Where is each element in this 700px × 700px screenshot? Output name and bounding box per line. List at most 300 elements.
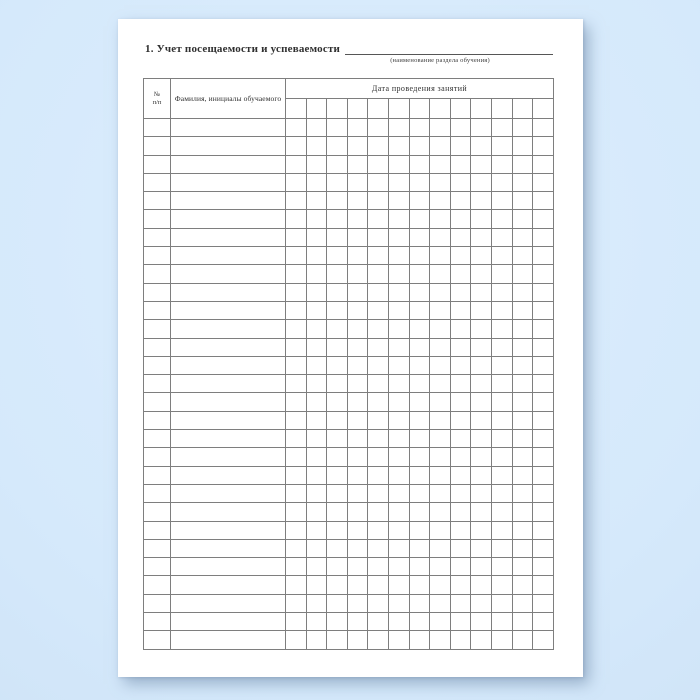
grid-cell: [389, 613, 410, 631]
grid-cell: [450, 539, 471, 557]
table-row: [144, 466, 554, 484]
table-row: [144, 356, 554, 374]
grid-cell: [286, 356, 307, 374]
grid-cell: [286, 558, 307, 576]
grid-cell: [389, 411, 410, 429]
grid-cell: [512, 247, 533, 265]
grid-cell: [450, 137, 471, 155]
grid-cell: [533, 503, 554, 521]
grid-cell: [306, 393, 327, 411]
fill-in-blank-line: [345, 43, 553, 55]
grid-cell: [430, 228, 451, 246]
grid-cell: [512, 466, 533, 484]
grid-cell: [471, 448, 492, 466]
grid-cell: [492, 393, 513, 411]
grid-cell: [389, 393, 410, 411]
grid-cell: [430, 484, 451, 502]
grid-cell: [409, 265, 430, 283]
grid-cell: [450, 338, 471, 356]
name-cell: [171, 283, 286, 301]
date-header-cell: [368, 99, 389, 119]
date-header-cell: [409, 99, 430, 119]
grid-cell: [533, 247, 554, 265]
grid-cell: [492, 466, 513, 484]
grid-cell: [327, 393, 348, 411]
dates-group-header: Дата проведения занятий: [286, 79, 554, 99]
grid-cell: [286, 411, 307, 429]
grid-cell: [368, 558, 389, 576]
name-cell: [171, 503, 286, 521]
number-column-header: [144, 79, 171, 119]
grid-cell: [286, 393, 307, 411]
grid-cell: [450, 484, 471, 502]
grid-cell: [430, 558, 451, 576]
grid-cell: [306, 613, 327, 631]
name-cell: [171, 594, 286, 612]
table-row: [144, 521, 554, 539]
grid-cell: [286, 192, 307, 210]
grid-cell: [368, 265, 389, 283]
grid-cell: [492, 119, 513, 137]
grid-cell: [471, 265, 492, 283]
grid-cell: [512, 613, 533, 631]
grid-cell: [533, 301, 554, 319]
name-cell: [171, 375, 286, 393]
grid-cell: [347, 375, 368, 393]
grid-cell: [533, 558, 554, 576]
grid-cell: [430, 192, 451, 210]
table-row: [144, 137, 554, 155]
grid-cell: [430, 539, 451, 557]
number-cell: [144, 192, 171, 210]
grid-cell: [533, 613, 554, 631]
grid-cell: [306, 576, 327, 594]
grid-cell: [389, 558, 410, 576]
grid-cell: [409, 320, 430, 338]
attendance-table: [143, 78, 554, 650]
grid-cell: [430, 210, 451, 228]
grid-cell: [409, 539, 430, 557]
grid-cell: [450, 466, 471, 484]
grid-cell: [471, 539, 492, 557]
grid-cell: [430, 265, 451, 283]
grid-cell: [512, 375, 533, 393]
grid-cell: [492, 613, 513, 631]
table-row: [144, 558, 554, 576]
grid-cell: [430, 283, 451, 301]
grid-cell: [368, 137, 389, 155]
table-row: [144, 301, 554, 319]
grid-cell: [347, 411, 368, 429]
grid-cell: [286, 375, 307, 393]
grid-cell: [409, 631, 430, 649]
date-header-cell: [306, 99, 327, 119]
grid-cell: [409, 210, 430, 228]
date-header-cell: [286, 99, 307, 119]
table-row: [144, 539, 554, 557]
grid-cell: [430, 356, 451, 374]
paper-sheet: [118, 19, 583, 677]
grid-cell: [471, 375, 492, 393]
grid-cell: [368, 283, 389, 301]
number-cell: [144, 466, 171, 484]
grid-cell: [389, 356, 410, 374]
grid-cell: [347, 503, 368, 521]
grid-cell: [430, 466, 451, 484]
grid-cell: [430, 247, 451, 265]
grid-cell: [306, 283, 327, 301]
grid-cell: [430, 301, 451, 319]
grid-cell: [492, 503, 513, 521]
grid-cell: [471, 576, 492, 594]
grid-cell: [430, 430, 451, 448]
grid-cell: [368, 448, 389, 466]
grid-cell: [389, 466, 410, 484]
grid-cell: [409, 558, 430, 576]
grid-cell: [450, 576, 471, 594]
grid-cell: [471, 613, 492, 631]
grid-cell: [327, 137, 348, 155]
grid-cell: [347, 613, 368, 631]
grid-cell: [327, 356, 348, 374]
grid-cell: [286, 539, 307, 557]
grid-cell: [306, 320, 327, 338]
grid-cell: [409, 338, 430, 356]
grid-cell: [327, 265, 348, 283]
grid-cell: [368, 484, 389, 502]
grid-cell: [430, 375, 451, 393]
grid-cell: [347, 576, 368, 594]
grid-cell: [492, 521, 513, 539]
grid-cell: [347, 356, 368, 374]
grid-cell: [533, 539, 554, 557]
grid-cell: [409, 430, 430, 448]
grid-cell: [471, 521, 492, 539]
table-row: [144, 594, 554, 612]
name-cell: [171, 320, 286, 338]
grid-cell: [512, 137, 533, 155]
date-header-cell: [347, 99, 368, 119]
grid-cell: [389, 320, 410, 338]
grid-cell: [471, 411, 492, 429]
grid-cell: [347, 210, 368, 228]
grid-cell: [347, 228, 368, 246]
number-cell: [144, 484, 171, 502]
grid-cell: [327, 173, 348, 191]
grid-cell: [306, 247, 327, 265]
grid-cell: [368, 503, 389, 521]
grid-cell: [409, 448, 430, 466]
grid-cell: [389, 192, 410, 210]
grid-cell: [512, 393, 533, 411]
grid-cell: [306, 265, 327, 283]
grid-cell: [327, 155, 348, 173]
table-row: [144, 228, 554, 246]
grid-cell: [430, 119, 451, 137]
grid-cell: [533, 631, 554, 649]
grid-cell: [492, 137, 513, 155]
grid-cell: [327, 576, 348, 594]
grid-cell: [492, 192, 513, 210]
grid-cell: [409, 484, 430, 502]
number-cell: [144, 356, 171, 374]
grid-cell: [409, 356, 430, 374]
grid-cell: [471, 393, 492, 411]
number-cell: [144, 430, 171, 448]
table-row: [144, 119, 554, 137]
grid-cell: [450, 155, 471, 173]
number-cell: [144, 613, 171, 631]
number-cell: [144, 393, 171, 411]
name-cell: [171, 613, 286, 631]
grid-cell: [430, 521, 451, 539]
grid-cell: [471, 594, 492, 612]
grid-cell: [306, 539, 327, 557]
grid-cell: [368, 393, 389, 411]
grid-cell: [512, 338, 533, 356]
grid-cell: [533, 155, 554, 173]
grid-cell: [471, 210, 492, 228]
grid-cell: [450, 192, 471, 210]
grid-cell: [492, 283, 513, 301]
grid-cell: [389, 265, 410, 283]
grid-cell: [533, 521, 554, 539]
grid-cell: [492, 448, 513, 466]
grid-cell: [512, 320, 533, 338]
grid-cell: [306, 430, 327, 448]
grid-cell: [409, 576, 430, 594]
grid-cell: [471, 338, 492, 356]
grid-cell: [306, 375, 327, 393]
grid-cell: [327, 375, 348, 393]
grid-cell: [430, 448, 451, 466]
grid-cell: [430, 613, 451, 631]
grid-cell: [512, 356, 533, 374]
grid-cell: [512, 594, 533, 612]
date-header-cell: [533, 99, 554, 119]
number-cell: [144, 594, 171, 612]
grid-cell: [450, 631, 471, 649]
grid-cell: [327, 283, 348, 301]
table-row: [144, 503, 554, 521]
grid-cell: [347, 155, 368, 173]
grid-cell: [389, 228, 410, 246]
number-cell: [144, 119, 171, 137]
grid-cell: [512, 430, 533, 448]
grid-cell: [450, 119, 471, 137]
grid-cell: [368, 338, 389, 356]
grid-cell: [409, 247, 430, 265]
grid-cell: [430, 173, 451, 191]
grid-cell: [409, 393, 430, 411]
name-cell: [171, 356, 286, 374]
grid-cell: [286, 210, 307, 228]
number-cell: [144, 558, 171, 576]
number-cell: [144, 301, 171, 319]
grid-cell: [512, 192, 533, 210]
grid-cell: [512, 411, 533, 429]
grid-cell: [409, 137, 430, 155]
grid-cell: [471, 119, 492, 137]
grid-cell: [492, 539, 513, 557]
grid-cell: [286, 247, 307, 265]
grid-cell: [533, 283, 554, 301]
date-header-cell: [492, 99, 513, 119]
grid-cell: [368, 192, 389, 210]
grid-cell: [492, 228, 513, 246]
grid-cell: [533, 411, 554, 429]
grid-cell: [450, 356, 471, 374]
grid-cell: [492, 155, 513, 173]
grid-cell: [492, 484, 513, 502]
number-cell: [144, 173, 171, 191]
grid-cell: [286, 320, 307, 338]
grid-cell: [533, 119, 554, 137]
grid-cell: [327, 631, 348, 649]
grid-cell: [512, 576, 533, 594]
table-row: [144, 430, 554, 448]
grid-cell: [409, 119, 430, 137]
grid-cell: [389, 430, 410, 448]
number-cell: [144, 375, 171, 393]
grid-cell: [368, 320, 389, 338]
grid-cell: [286, 521, 307, 539]
grid-cell: [368, 430, 389, 448]
grid-cell: [306, 411, 327, 429]
number-cell: [144, 411, 171, 429]
date-header-cell: [430, 99, 451, 119]
grid-cell: [512, 484, 533, 502]
grid-cell: [409, 228, 430, 246]
blank-line-caption: (наименование раздела обучения): [390, 57, 490, 64]
grid-cell: [368, 356, 389, 374]
grid-cell: [471, 247, 492, 265]
grid-cell: [450, 375, 471, 393]
grid-cell: [409, 613, 430, 631]
grid-cell: [533, 210, 554, 228]
grid-cell: [368, 466, 389, 484]
grid-cell: [471, 228, 492, 246]
grid-cell: [533, 320, 554, 338]
grid-cell: [389, 338, 410, 356]
grid-cell: [533, 375, 554, 393]
grid-cell: [389, 301, 410, 319]
grid-cell: [306, 631, 327, 649]
grid-cell: [450, 265, 471, 283]
grid-cell: [409, 594, 430, 612]
grid-cell: [450, 283, 471, 301]
grid-cell: [347, 466, 368, 484]
grid-cell: [389, 173, 410, 191]
name-cell: [171, 521, 286, 539]
grid-cell: [306, 192, 327, 210]
grid-cell: [327, 466, 348, 484]
table-head: [144, 79, 554, 119]
grid-cell: [430, 411, 451, 429]
number-cell: [144, 521, 171, 539]
name-cell: [171, 393, 286, 411]
grid-cell: [347, 265, 368, 283]
grid-cell: [368, 521, 389, 539]
name-cell: [171, 173, 286, 191]
grid-cell: [492, 210, 513, 228]
grid-cell: [306, 594, 327, 612]
grid-cell: [286, 466, 307, 484]
grid-cell: [347, 283, 368, 301]
grid-cell: [430, 631, 451, 649]
name-cell: [171, 338, 286, 356]
name-cell: [171, 411, 286, 429]
grid-cell: [533, 448, 554, 466]
number-cell: [144, 539, 171, 557]
grid-cell: [327, 503, 348, 521]
grid-cell: [306, 448, 327, 466]
table-row: [144, 448, 554, 466]
grid-cell: [389, 576, 410, 594]
table-row: [144, 613, 554, 631]
grid-cell: [409, 173, 430, 191]
grid-cell: [306, 484, 327, 502]
grid-cell: [306, 521, 327, 539]
grid-cell: [492, 301, 513, 319]
grid-cell: [368, 411, 389, 429]
grid-cell: [286, 301, 307, 319]
grid-cell: [533, 393, 554, 411]
number-cell: [144, 210, 171, 228]
grid-cell: [512, 210, 533, 228]
table-body: [144, 119, 554, 650]
grid-cell: [450, 301, 471, 319]
table-row: [144, 210, 554, 228]
grid-cell: [471, 466, 492, 484]
grid-cell: [286, 430, 307, 448]
grid-cell: [450, 558, 471, 576]
grid-cell: [286, 576, 307, 594]
grid-cell: [450, 320, 471, 338]
grid-cell: [306, 119, 327, 137]
name-cell: [171, 119, 286, 137]
grid-cell: [347, 631, 368, 649]
grid-cell: [389, 503, 410, 521]
grid-cell: [430, 576, 451, 594]
grid-cell: [368, 576, 389, 594]
grid-cell: [347, 521, 368, 539]
grid-cell: [471, 503, 492, 521]
grid-cell: [327, 338, 348, 356]
grid-cell: [368, 539, 389, 557]
name-cell: [171, 192, 286, 210]
grid-cell: [389, 119, 410, 137]
grid-cell: [306, 338, 327, 356]
grid-cell: [533, 356, 554, 374]
grid-cell: [450, 613, 471, 631]
number-cell: [144, 283, 171, 301]
grid-cell: [512, 265, 533, 283]
grid-cell: [389, 155, 410, 173]
grid-cell: [286, 338, 307, 356]
grid-cell: [347, 558, 368, 576]
grid-cell: [492, 558, 513, 576]
grid-cell: [347, 192, 368, 210]
grid-cell: [306, 155, 327, 173]
grid-cell: [389, 247, 410, 265]
name-column-header: Фамилия, инициалы обучаемого: [171, 79, 286, 119]
name-cell: [171, 539, 286, 557]
grid-cell: [286, 613, 307, 631]
grid-cell: [389, 484, 410, 502]
grid-cell: [347, 301, 368, 319]
name-cell: [171, 576, 286, 594]
